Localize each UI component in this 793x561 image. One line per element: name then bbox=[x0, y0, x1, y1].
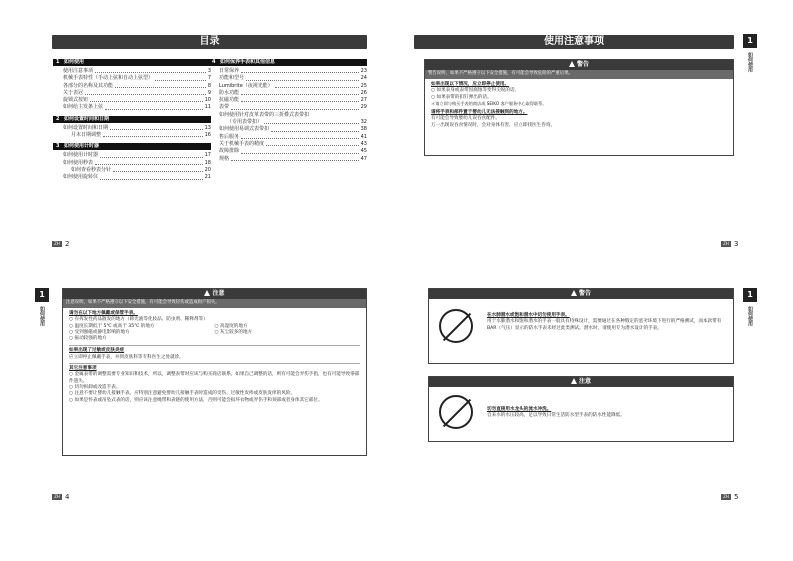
list-item: ○ 切勿拆卸或改造手表。 bbox=[69, 384, 121, 390]
toc-entry[interactable]: 旋锁式按钮 10 bbox=[63, 97, 211, 104]
chapter-tab-label: 如何使用 bbox=[747, 306, 753, 326]
toc-entry[interactable]: 表带 29 bbox=[219, 104, 367, 111]
toc-entry[interactable]: 如何使用针对皮革表带的三折叠式表带扣 bbox=[219, 111, 310, 118]
caution-heading: 切勿直接用水龙头的流水冲洗。 bbox=[487, 407, 552, 412]
page-number-3: ZH 3 bbox=[721, 240, 738, 248]
no-tap-water-icon bbox=[439, 395, 473, 429]
warning-heading-1: 如果出现以下情况，应立即停止使用。 bbox=[431, 82, 510, 87]
body-text: 万一出现误吞食情况时，会对身体有害，应立即找医生咨询。 bbox=[431, 122, 556, 128]
list-item: ○ 如果表身或表带因腐蚀等变得尖锐的话。 bbox=[431, 88, 520, 94]
toc-entry[interactable]: 如何给主发条上弦 11 bbox=[63, 104, 211, 111]
page-number-5: ZH 5 bbox=[721, 493, 738, 501]
warning-box bbox=[424, 59, 734, 156]
toc-entry[interactable]: （专用表带扣） 32 bbox=[227, 119, 367, 126]
body-text: 应立即停止佩戴手表，并到皮肤科等专科医生之处就诊。 bbox=[69, 354, 184, 360]
toc-entry[interactable]: 月末日期调整 16 bbox=[71, 132, 211, 139]
caution-heading-3: 其它注意事项 bbox=[69, 366, 97, 372]
toc-entry[interactable]: 如何使用计时器 17 bbox=[63, 152, 211, 159]
toc-entry[interactable]: 如何使用旋转仪 21 bbox=[63, 174, 211, 181]
caution-box bbox=[62, 288, 367, 456]
caution-heading-2: 如果出现了过敏或皮肤炎症 bbox=[69, 348, 125, 354]
toc-section-header: 2 如何设置时间和日期 bbox=[53, 116, 211, 123]
list-item: ○ 振动较强的地方 bbox=[69, 336, 107, 342]
toc-entry[interactable]: 如何使用秒表 18 bbox=[63, 159, 211, 166]
chapter-tab: 1 bbox=[743, 34, 757, 48]
warning-box-diving bbox=[428, 288, 734, 364]
caution-header: 注意 bbox=[63, 289, 366, 299]
caution-note: 注意说明，如果不严格遵守以下安全措施，有可能会导致轻伤或造成财产损失。 bbox=[63, 299, 366, 308]
body-text: 用于水肺潜水和饱和潜水的手表一般具有特殊设计，需要通过在各种假定的恶劣环境下进行的严格测试，而本款带有 BAR（气压）显示的防水手表未经过此类测试。潜水时，请使用专为潜水设计的手表。 bbox=[487, 319, 722, 331]
toc-entry[interactable]: 如何使用易调式表带扣 38 bbox=[219, 126, 367, 133]
toc-entry[interactable]: 抗磁功能 27 bbox=[219, 97, 367, 104]
body-text: 有可能会导致婴幼儿误吞食配件。 bbox=[431, 116, 500, 122]
chapter-tab-label: 如何使用 bbox=[747, 52, 753, 72]
list-item: ○ 有挥发性药品散发的地方（除光液等化妆品、防虫剂、稀释剂等） bbox=[69, 317, 208, 323]
warning-note: 警告说明，如果不严格遵守以下安全措施，有可能会导致危险的严重后果。 bbox=[425, 70, 733, 79]
warning-triangle-icon bbox=[569, 61, 575, 67]
note-text: ＊请立即与购买手表的商店或 SEIKO 客户服务中心取得联系。 bbox=[431, 100, 547, 106]
toc-entry[interactable]: 故障排除 45 bbox=[219, 148, 367, 155]
toc-entry[interactable]: 使用注意事项 3 bbox=[63, 68, 211, 74]
list-item bbox=[215, 336, 361, 342]
warning-header: 警告 bbox=[429, 289, 733, 299]
toc-section-header: 4 如何保养手表和其他信息 bbox=[209, 59, 367, 66]
list-item: ○ 灰尘较多的地方 bbox=[214, 329, 253, 335]
warning-heading-2: 请将手表和部件置于婴幼儿无法接触到的地方。 bbox=[431, 110, 528, 116]
location-list bbox=[69, 317, 360, 342]
toc-entry[interactable]: 售后服务 41 bbox=[219, 133, 367, 140]
toc-entry[interactable]: 规格 47 bbox=[219, 155, 367, 162]
toc-entry[interactable]: 日常保养 23 bbox=[219, 68, 367, 74]
toc-entry[interactable]: Lumibrite（夜视光能） 25 bbox=[219, 82, 367, 89]
list-item: ○ 如果表带的扣钉弹出的话。 bbox=[431, 94, 492, 100]
caution-box-water bbox=[428, 376, 734, 442]
toc-left-column bbox=[56, 59, 211, 182]
caution-heading-1: 请勿在以下地方佩戴或保管手表。 bbox=[69, 311, 138, 316]
toc-entry[interactable]: 各部分的名称及其功能 8 bbox=[63, 82, 211, 89]
list-item: ○ 温度长期低于 5℃ 或高于 35℃ 的地方 bbox=[69, 323, 155, 329]
no-diving-icon bbox=[439, 309, 473, 343]
caution-header: 注意 bbox=[429, 377, 733, 387]
toc-entry[interactable]: 关于表冠 9 bbox=[63, 89, 211, 96]
toc-section-header: 1 如何使用 bbox=[53, 59, 211, 66]
caution-triangle-icon bbox=[204, 290, 210, 296]
toc-entry[interactable]: 功能和型号 24 bbox=[219, 75, 367, 82]
page3-title: 使用注意事项 bbox=[414, 35, 734, 49]
toc-entry[interactable]: 如何设置时间和日期 13 bbox=[63, 124, 211, 131]
list-item: ○ 高湿度的地方 bbox=[214, 323, 248, 329]
warning-header: 警告 bbox=[425, 60, 733, 70]
toc-entry[interactable]: 防水功能 26 bbox=[219, 89, 367, 96]
toc-entry[interactable]: 关于机械手表的精度 43 bbox=[219, 140, 367, 147]
warning-triangle-icon bbox=[571, 290, 577, 296]
body-text: 自来水的水压较高，足以导致日常生活防水型手表的防水性能降低。 bbox=[487, 413, 625, 419]
page-number-2: ZH 2 bbox=[52, 240, 69, 248]
chapter-tab: 1 bbox=[35, 288, 49, 302]
list-item: ○ 注意不要让婴幼儿接触手表。应特别注意避免婴幼儿接触手表时造成的受伤、过敏性皮疹或皮肤发痒的风险。 bbox=[69, 391, 295, 397]
warning-heading: 在水肺潜水或饱和潜水中切勿使用手表。 bbox=[487, 313, 570, 318]
chapter-tab: 1 bbox=[743, 288, 757, 302]
list-item: ○ 金属表带的调整需要专业知识和技术，所以，调整表带时应该与购买商店联系。如果自己调整的话，则有可能会弄伤手指，也有可能导致零部件遗失。 bbox=[69, 372, 360, 384]
page-number-4: ZH 4 bbox=[52, 493, 69, 501]
list-item: ○ 受到强磁或静电影响的地方 bbox=[69, 329, 130, 335]
toc-section-header: 3 如何使用计时器 bbox=[53, 143, 211, 150]
toc-entry[interactable]: 机械手表特性（手动上弦和自动上弦型） 7 bbox=[63, 75, 211, 82]
caution-triangle-icon bbox=[571, 378, 577, 384]
list-item: ○ 如果是怀表或吊坠式表的话，则应该注意绳带和表链的使用方法，否则可能会损坏衣物或弄伤手和颈部或者身体其它部位。 bbox=[69, 397, 323, 403]
toc-title: 目录 bbox=[52, 35, 367, 49]
toc-right-column bbox=[212, 59, 367, 163]
toc-entry[interactable]: 如何查看秒表分针 20 bbox=[71, 166, 211, 173]
language-badge: ZH bbox=[52, 241, 62, 247]
chapter-tab-label: 如何使用 bbox=[39, 306, 45, 326]
